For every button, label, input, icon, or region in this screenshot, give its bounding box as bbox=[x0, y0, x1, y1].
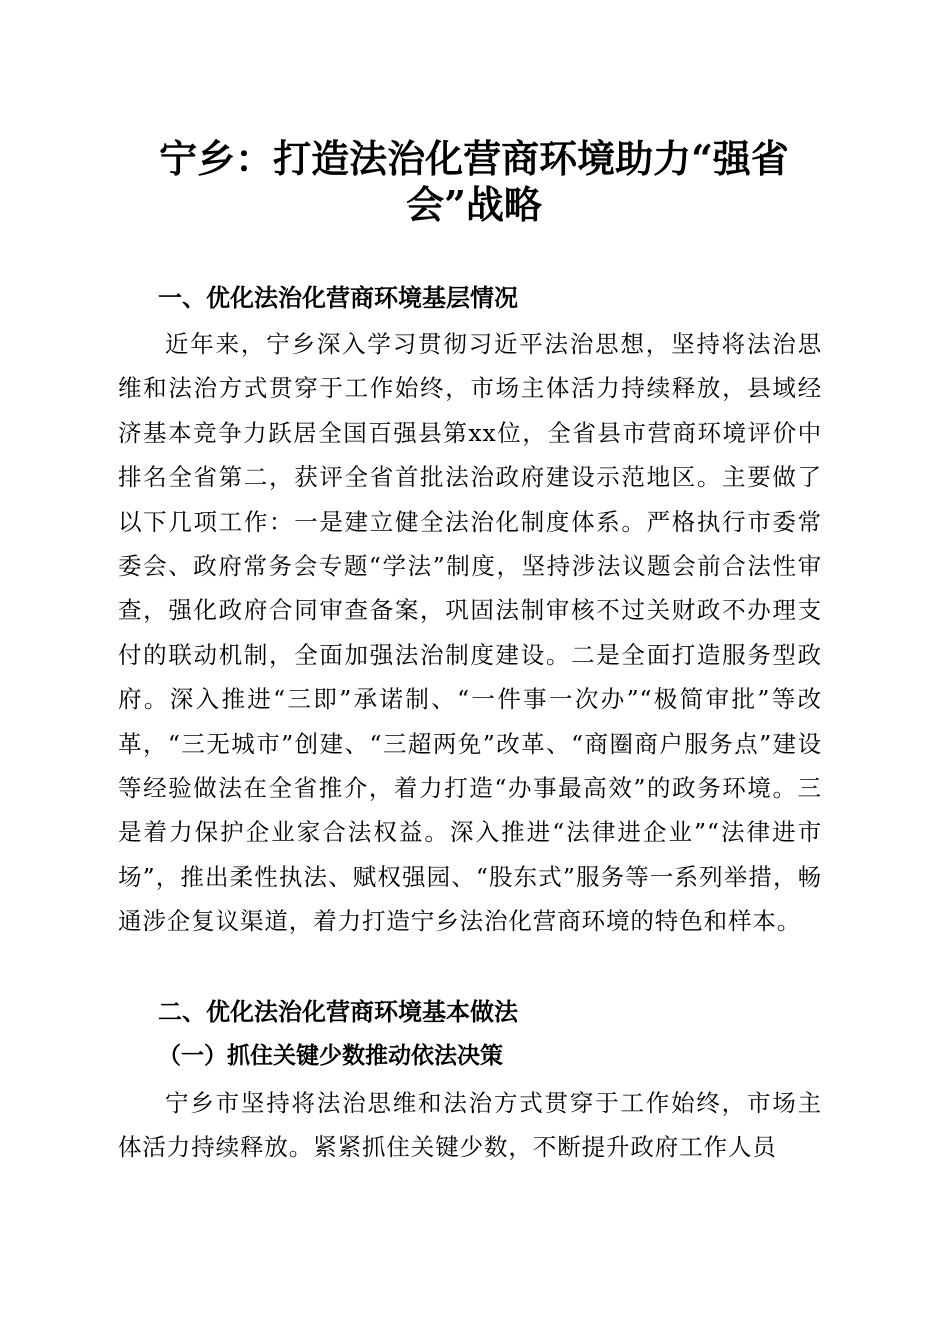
section-heading-1: 一、优化法治化营商环境基层情况 bbox=[158, 284, 518, 312]
document-title: 宁乡：打造法治化营商环境助力“强省会”战略 bbox=[159, 136, 789, 227]
section-paragraph-2: 宁乡市坚持将法治思维和法治方式贯穿于工作始终，市场主体活力持续释放。紧紧抓住关键少数，不断提升政府工作人员 bbox=[118, 1089, 822, 1162]
section-paragraph-1: 近年来，宁乡深入学习贯彻习近平法治思想，坚持将法治思维和法治方式贯穿于工作始终，市场主体活力持续释放，县域经济基本竞争力跃居全国百强县第xx位，全省县市营商环境评价中排名全省第二，获评全省首批法治政府建设示范地区。主要做了以下几项工作：一是建立健全法治化制度体系。严格执行市委常委会、政府常务会专题“学法”制度，坚持涉法议题会前合法性审查，强化政府合同审查备案，巩固法制审核不过关财政不办理支付的联动机制，全面加强法治制度建设。二是全面打造服务型政府。深入推进“三即”承诺制、“一件事一次办”“极简审批”等改革，“三无城市”创建、“三超两免”改革、“商圈商户服务点”建设等经验做法在全省推介，着力打造“办事最高效”的政务环境。三是着力保护企业家合法权益。深入推进“法律进企业”“法律进市场”，推出柔性执法、赋权强园、“股东式”服务等一系列举措，畅通涉企复议渠道，着力打造宁乡法治化营商环境的特色和样本。 bbox=[118, 330, 822, 936]
section-heading-2: 二、优化法治化营商环境基本做法 bbox=[158, 998, 518, 1026]
section-subheading-2-1: （一）抓住关键少数推动依法决策 bbox=[158, 1043, 503, 1069]
